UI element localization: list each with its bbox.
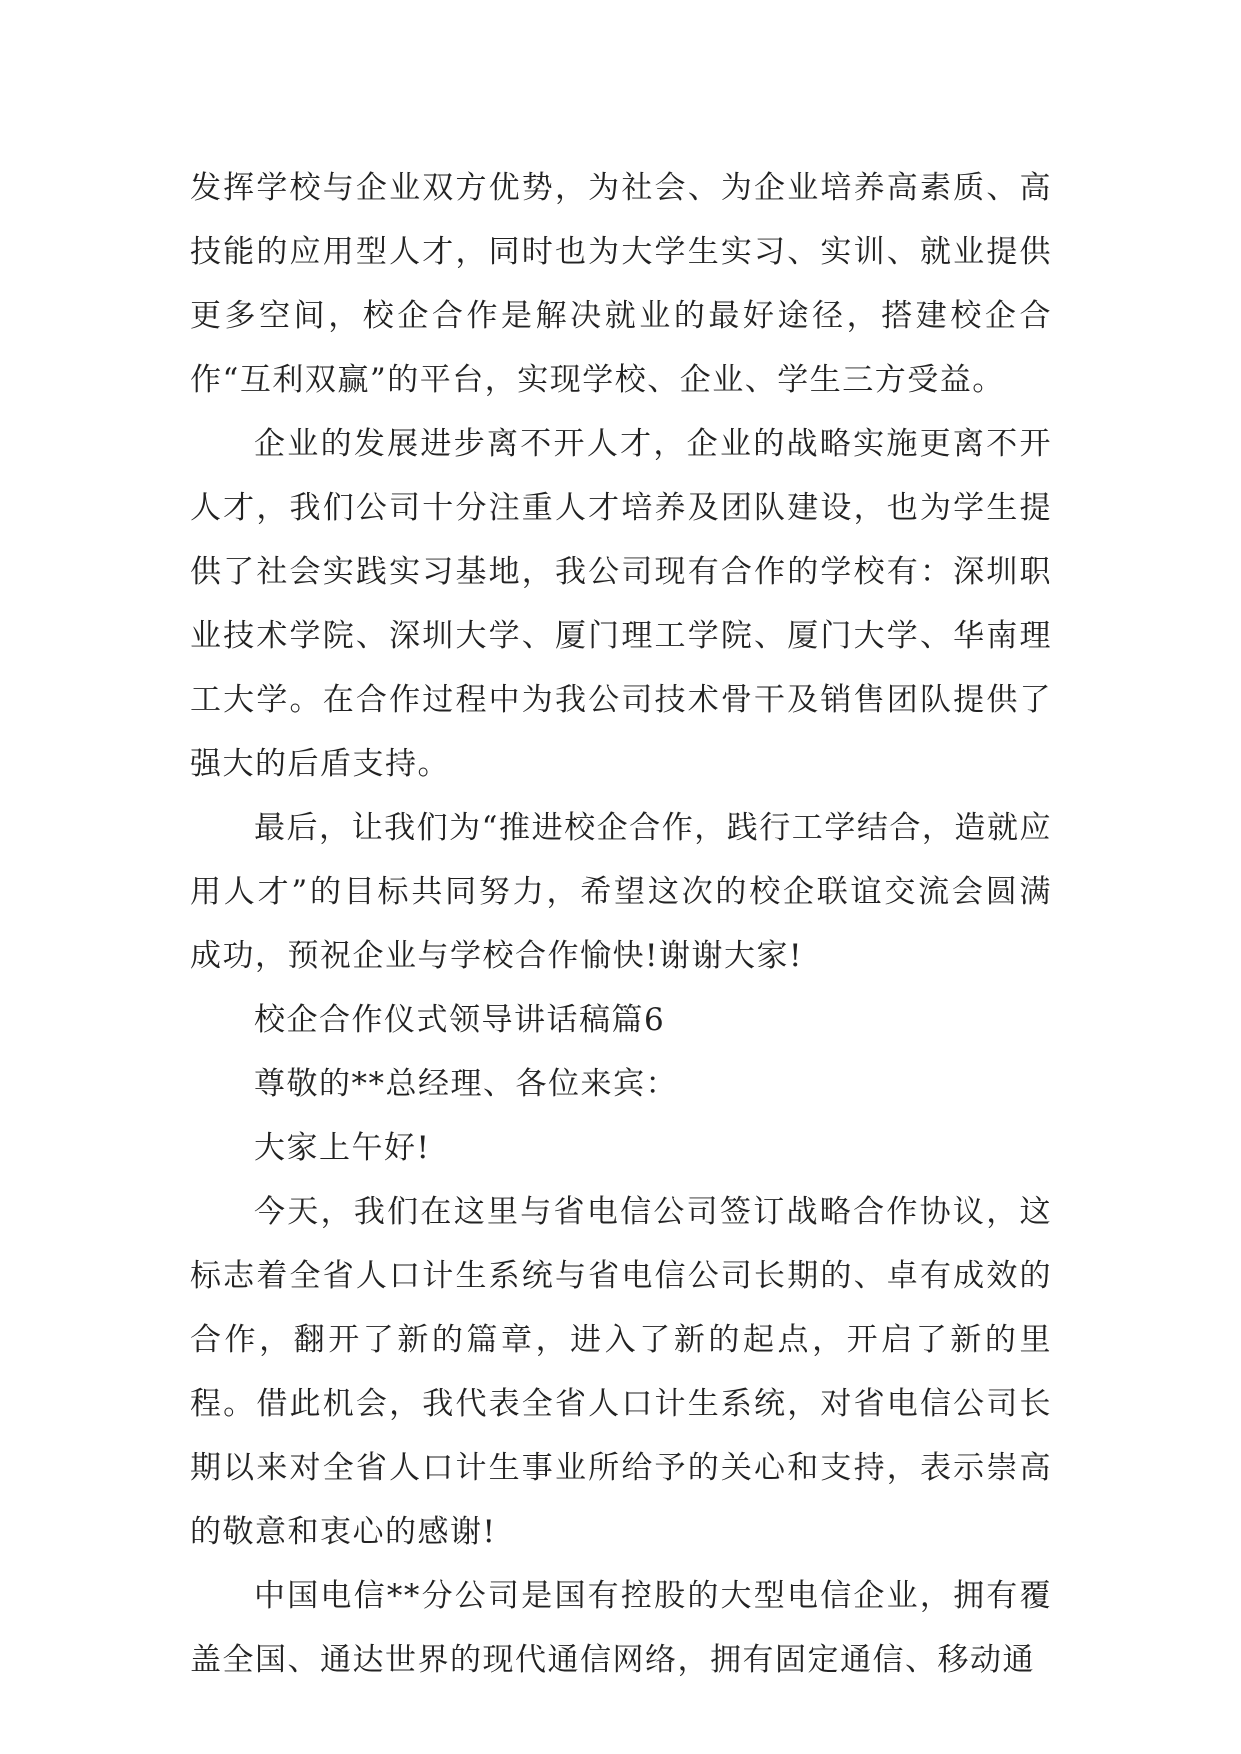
salutation: 尊敬的**总经理、各位来宾： bbox=[254, 1066, 678, 1102]
greeting: 大家上午好! bbox=[254, 1130, 431, 1166]
paragraph-closing-remarks: 最后，让我们为“推进校企合作，践行工学结合，造就应用人才”的目标共同努力，希望这次的校企联谊交流会圆满成功，预祝企业与学校合作愉快!谢谢大家! bbox=[190, 810, 1052, 974]
paragraph-company-talent: 企业的发展进步离不开人才，企业的战略实施更离不开人才，我们公司十分注重人才培养及团队建设，也为学生提供了社会实践实习基地，我公司现有合作的学校有：深圳职业技术学院、深圳大学、厦门理工学院、厦门大学、华南理工大学。在合作过程中为我公司技术骨干及销售团队提供了强大的后盾支持。 bbox=[190, 426, 1052, 782]
paragraph-telecom-intro: 中国电信**分公司是国有控股的大型电信企业，拥有覆盖全国、通达世界的现代通信网络，拥有固定通信、移动通 bbox=[190, 1578, 1052, 1678]
document-body bbox=[190, 156, 1052, 1692]
section-heading: 校企合作仪式领导讲话稿篇6 bbox=[254, 1002, 666, 1038]
paragraph-intro-continuation: 发挥学校与企业双方优势，为社会、为企业培养高素质、高技能的应用型人才，同时也为大学生实习、实训、就业提供更多空间，校企合作是解决就业的最好途径，搭建校企合作“互利双赢”的平台，实现学校、企业、学生三方受益。 bbox=[190, 170, 1052, 398]
paragraph-agreement-signing: 今天，我们在这里与省电信公司签订战略合作协议，这标志着全省人口计生系统与省电信公司长期的、卓有成效的合作，翻开了新的篇章，进入了新的起点，开启了新的里程。借此机会，我代表全省人口计生系统，对省电信公司长期以来对全省人口计生事业所给予的关心和支持，表示崇高的敬意和衷心的感谢! bbox=[190, 1194, 1052, 1550]
